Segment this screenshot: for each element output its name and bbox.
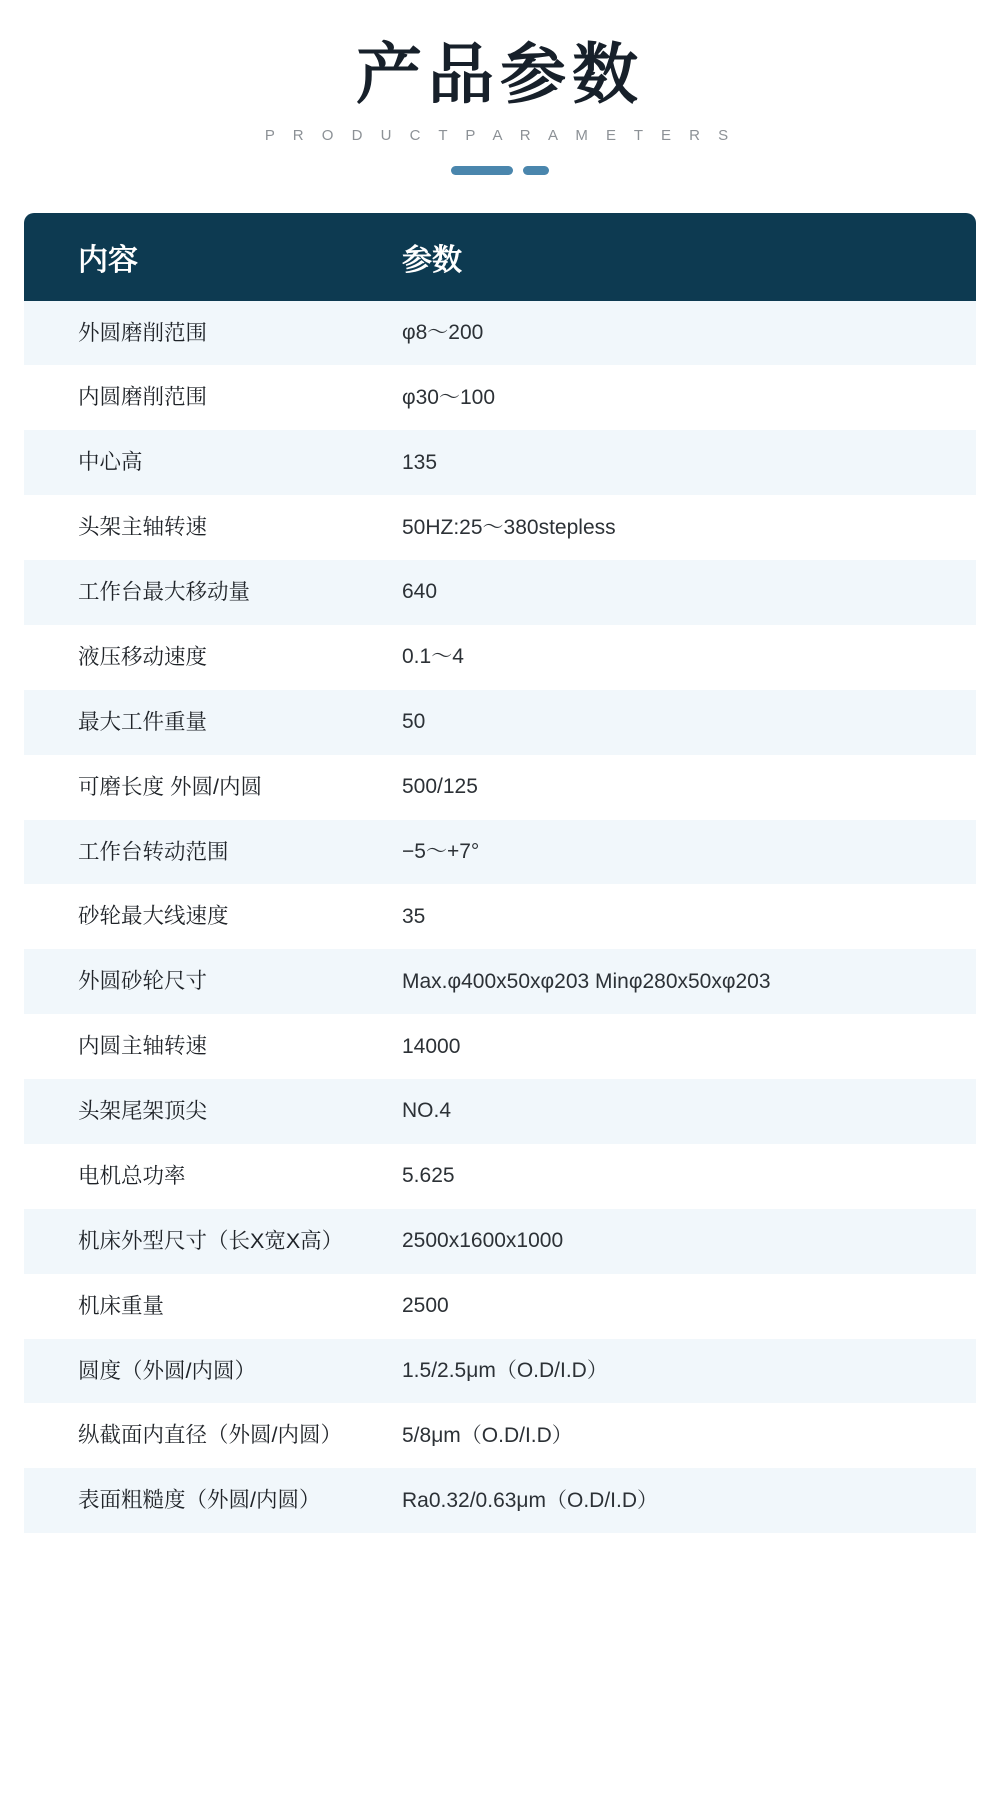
- parameter-value: 5/8μm（O.D/I.D）: [396, 1403, 976, 1468]
- table-row: [24, 1014, 976, 1079]
- parameters-table: [24, 213, 976, 1534]
- parameter-name: 外圆磨削范围: [24, 301, 396, 366]
- page-subtitle: P R O D U C T P A R A M E T E R S: [264, 126, 736, 144]
- page-header: [0, 0, 1000, 175]
- parameter-name: 工作台最大移动量: [24, 560, 396, 625]
- table-row: [24, 1274, 976, 1339]
- table-row: [24, 755, 976, 820]
- parameter-value: 50HZ:25～380stepless: [396, 495, 976, 560]
- parameter-value: NO.4: [396, 1079, 976, 1144]
- parameter-name: 工作台转动范围: [24, 820, 396, 885]
- parameters-table-wrap: [24, 213, 976, 1534]
- parameter-value: 2500x1600x1000: [396, 1209, 976, 1274]
- parameter-value: 35: [396, 884, 976, 949]
- parameter-value: 5.625: [396, 1144, 976, 1209]
- table-row: [24, 301, 976, 366]
- parameter-value: φ8～200: [396, 301, 976, 366]
- parameter-value: 500/125: [396, 755, 976, 820]
- parameter-value: Max.φ400x50xφ203 Minφ280x50xφ203: [396, 949, 976, 1014]
- table-body: [24, 301, 976, 1534]
- table-row: [24, 820, 976, 885]
- table-row: [24, 1339, 976, 1404]
- table-row: [24, 690, 976, 755]
- parameter-name: 头架主轴转速: [24, 495, 396, 560]
- parameter-value: Ra0.32/0.63μm（O.D/I.D）: [396, 1468, 976, 1533]
- parameter-name: 机床外型尺寸（长X宽X高）: [24, 1209, 396, 1274]
- table-row: [24, 1209, 976, 1274]
- table-row: [24, 625, 976, 690]
- parameter-value: 14000: [396, 1014, 976, 1079]
- table-row: [24, 430, 976, 495]
- parameter-name: 圆度（外圆/内圆）: [24, 1339, 396, 1404]
- table-header-row: [24, 213, 976, 301]
- parameter-name: 最大工件重量: [24, 690, 396, 755]
- table-row: [24, 884, 976, 949]
- parameter-value: 640: [396, 560, 976, 625]
- parameter-name: 纵截面内直径（外圆/内圆）: [24, 1403, 396, 1468]
- parameter-name: 内圆磨削范围: [24, 365, 396, 430]
- table-row: [24, 560, 976, 625]
- table-row: [24, 1403, 976, 1468]
- parameter-value: 2500: [396, 1274, 976, 1339]
- parameter-name: 表面粗糙度（外圆/内圆）: [24, 1468, 396, 1533]
- parameter-value: 0.1～4: [396, 625, 976, 690]
- table-row: [24, 1079, 976, 1144]
- parameter-name: 头架尾架顶尖: [24, 1079, 396, 1144]
- dash-short-icon: [523, 166, 549, 175]
- parameter-name: 可磨长度 外圆/内圆: [24, 755, 396, 820]
- parameter-name: 机床重量: [24, 1274, 396, 1339]
- table-row: [24, 1144, 976, 1209]
- page-title: 产品参数: [356, 37, 644, 111]
- table-row: [24, 365, 976, 430]
- table-row: [24, 495, 976, 560]
- table-header: [24, 213, 976, 301]
- parameter-name: 外圆砂轮尺寸: [24, 949, 396, 1014]
- column-header-name: 内容: [24, 213, 396, 301]
- table-row: [24, 1468, 976, 1533]
- parameter-name: 中心高: [24, 430, 396, 495]
- parameter-name: 砂轮最大线速度: [24, 884, 396, 949]
- dash-long-icon: [451, 166, 513, 175]
- column-header-value: 参数: [396, 213, 976, 301]
- decorative-marks: [0, 166, 1000, 175]
- parameter-name: 内圆主轴转速: [24, 1014, 396, 1079]
- parameter-value: 50: [396, 690, 976, 755]
- parameter-value: φ30～100: [396, 365, 976, 430]
- parameter-value: 1.5/2.5μm（O.D/I.D）: [396, 1339, 976, 1404]
- parameter-name: 液压移动速度: [24, 625, 396, 690]
- parameter-name: 电机总功率: [24, 1144, 396, 1209]
- parameter-value: −5～+7°: [396, 820, 976, 885]
- table-row: [24, 949, 976, 1014]
- parameter-value: 135: [396, 430, 976, 495]
